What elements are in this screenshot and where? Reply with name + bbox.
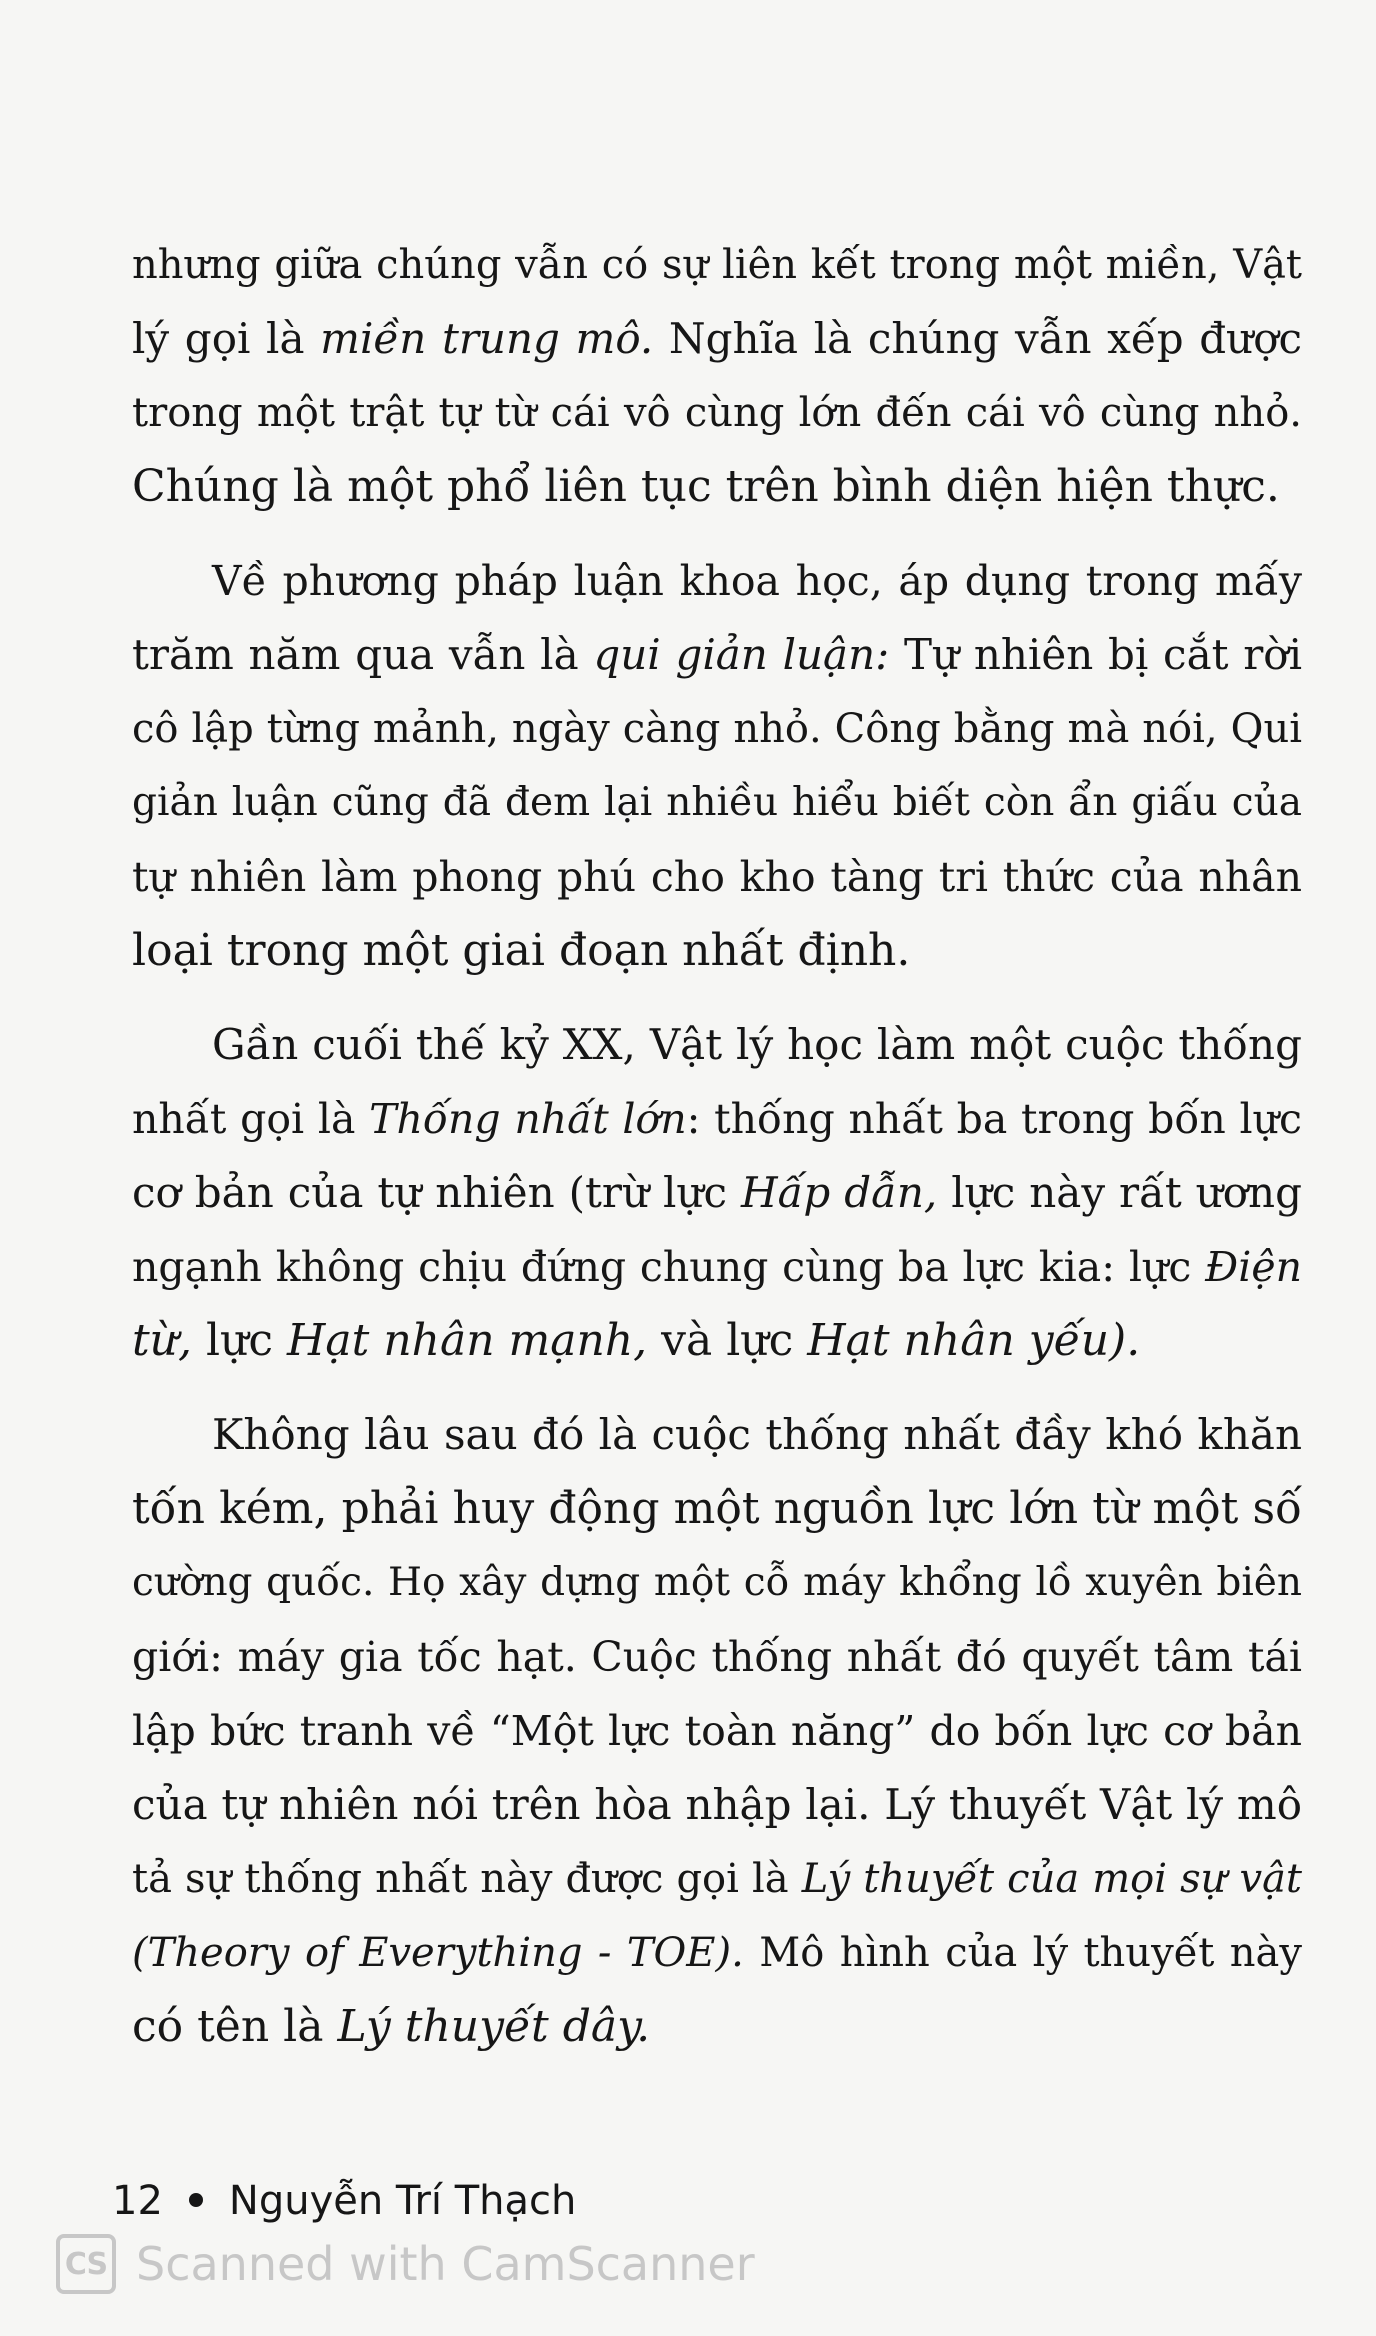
text-line xyxy=(132,1156,1302,1230)
italic-text: Thống nhất lớn xyxy=(369,1095,687,1143)
italic-text: Điện xyxy=(1205,1243,1302,1291)
text-run: của tự nhiên nói trên hòa nhập lại. Lý thuyết Vật lý mô xyxy=(132,1780,1302,1829)
italic-text: Hấp dẫn, xyxy=(741,1168,938,1217)
italic-text: miền trung mô. xyxy=(320,314,654,363)
text-run: cơ bản của tự nhiên (trừ lực xyxy=(132,1168,742,1217)
text-run: Về phương pháp luận khoa học, áp dụng trong mấy xyxy=(212,557,1302,605)
italic-text: Hạt nhân mạnh, xyxy=(287,1315,648,1366)
text-run: giản luận cũng đã đem lại nhiều hiểu biết còn ẩn giấu của xyxy=(132,780,1302,825)
text-run: Không lâu sau đó là cuộc thống nhất đầy khó khăn xyxy=(212,1410,1302,1459)
text-run: cường quốc. Họ xây dựng một cỗ máy khổng lồ xuyên biên xyxy=(132,1560,1302,1605)
scanner-watermark xyxy=(56,2234,755,2294)
text-run: Nghĩa là chúng vẫn xếp được xyxy=(653,314,1302,363)
text-run: nhưng giữa chúng vẫn có sự liên kết trong một miền, Vật xyxy=(132,242,1302,288)
text-line xyxy=(132,1082,1302,1156)
text-line xyxy=(132,302,1302,376)
text-run: tốn kém, phải huy động một nguồn lực lớn từ một số xyxy=(132,1483,1302,1534)
text-line xyxy=(132,1546,1302,1620)
text-line xyxy=(132,766,1302,840)
bullet-dot-icon xyxy=(189,2193,203,2207)
text-run: nhất gọi là xyxy=(132,1095,370,1143)
paragraph xyxy=(132,544,1302,988)
text-line xyxy=(132,450,1302,524)
text-run: lực này rất ương xyxy=(937,1168,1302,1217)
watermark-text: Scanned with CamScanner xyxy=(136,2237,755,2291)
text-line xyxy=(132,1472,1302,1546)
paragraph xyxy=(132,1008,1302,1378)
text-line xyxy=(132,1398,1302,1472)
paragraph xyxy=(132,1398,1302,2064)
text-line xyxy=(132,544,1302,618)
text-run: giới: máy gia tốc hạt. Cuộc thống nhất đó quyết tâm tái xyxy=(132,1633,1302,1681)
text-line xyxy=(132,376,1302,450)
text-line xyxy=(132,1990,1302,2064)
text-line xyxy=(132,1916,1302,1990)
page-number: 12 xyxy=(112,2178,163,2224)
text-run: và lực xyxy=(647,1315,808,1366)
italic-text: (Theory of Everything - TOE). xyxy=(132,1930,744,1976)
text-run: lập bức tranh về “Một lực toàn năng” do bốn lực cơ bản xyxy=(132,1707,1302,1755)
text-run: ngạnh không chịu đứng chung cùng ba lực kia: lực xyxy=(132,1243,1206,1291)
page-body xyxy=(132,228,1302,2064)
author-name: Nguyễn Trí Thạch xyxy=(228,2178,577,2224)
text-run: Tự nhiên bị cắt rời xyxy=(889,630,1303,679)
text-run: trăm năm qua vẫn là xyxy=(132,630,594,679)
text-line xyxy=(132,692,1302,766)
text-run: loại trong một giai đoạn nhất định. xyxy=(132,925,911,976)
text-line xyxy=(132,228,1302,302)
text-line xyxy=(132,1694,1302,1768)
text-run: tự nhiên làm phong phú cho kho tàng tri thức của nhân xyxy=(132,853,1302,901)
text-run: Mô hình của lý thuyết này xyxy=(743,1930,1302,1976)
text-line xyxy=(132,618,1302,692)
italic-text: Lý thuyết dây. xyxy=(337,2001,651,2052)
text-line xyxy=(132,1008,1302,1082)
text-run: Chúng là một phổ liên tục trên bình diện hiện thực. xyxy=(132,461,1280,512)
text-run: Gần cuối thế kỷ XX, Vật lý học làm một cuộc thống xyxy=(212,1020,1302,1069)
text-run: trong một trật tự từ cái vô cùng lớn đến cái vô cùng nhỏ. xyxy=(132,390,1302,436)
italic-text: Lý thuyết của mọi sự vật xyxy=(801,1856,1302,1902)
text-run: có tên là xyxy=(132,2001,338,2052)
text-run: tả sự thống nhất này được gọi là xyxy=(132,1856,802,1902)
text-run: : thống nhất ba trong bốn lực xyxy=(686,1095,1303,1143)
text-line xyxy=(132,1304,1302,1378)
text-line xyxy=(132,1230,1302,1304)
italic-text: qui giản luận: xyxy=(593,630,890,679)
text-run: lý gọi là xyxy=(132,314,321,363)
text-line xyxy=(132,1842,1302,1916)
text-line xyxy=(132,1768,1302,1842)
camscanner-logo-icon: CS xyxy=(56,2234,116,2294)
text-run: lực xyxy=(192,1315,288,1366)
italic-text: từ, xyxy=(132,1315,193,1366)
text-run: cô lập từng mảnh, ngày càng nhỏ. Công bằng mà nói, Qui xyxy=(132,706,1302,752)
text-line xyxy=(132,840,1302,914)
text-line xyxy=(132,1620,1302,1694)
paragraph xyxy=(132,228,1302,524)
italic-text: Hạt nhân yếu). xyxy=(807,1315,1141,1366)
text-line xyxy=(132,914,1302,988)
page-footer xyxy=(112,2178,576,2224)
